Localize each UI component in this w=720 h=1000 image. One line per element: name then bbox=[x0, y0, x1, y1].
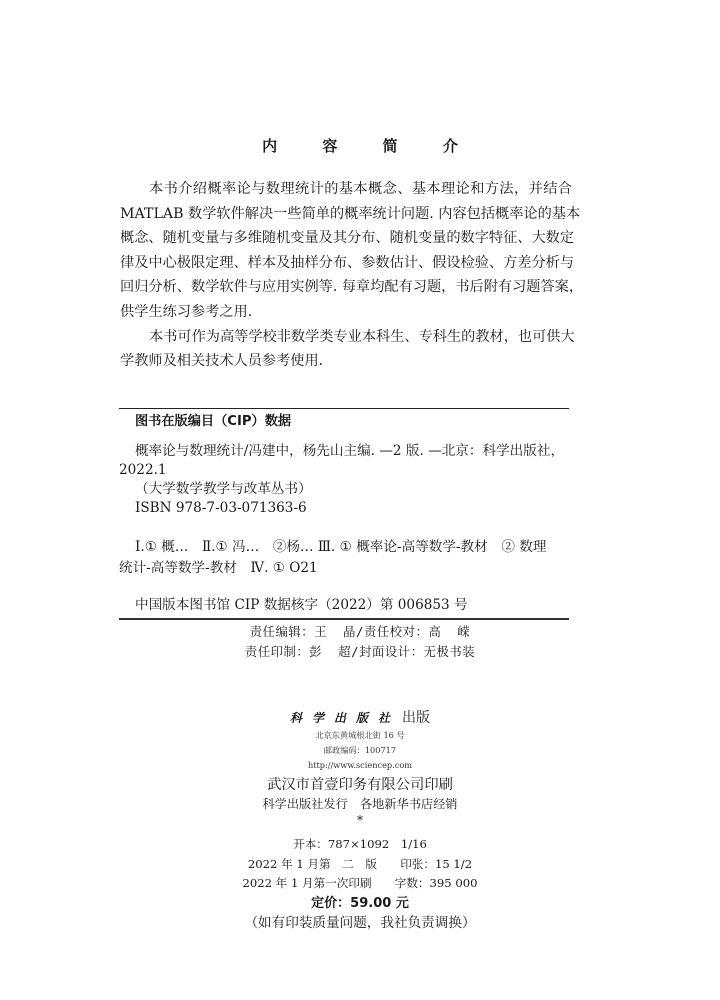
summary-line: 供学生练习参考之用. bbox=[120, 303, 253, 320]
spec-printing: 2022 年 1 月第一次印刷 字数：395 000 bbox=[242, 876, 478, 890]
separator-asterisk: * bbox=[357, 813, 363, 827]
cip-bottom-divider bbox=[119, 618, 569, 620]
summary-paragraph-2 bbox=[120, 325, 575, 350]
staff-line-editors: 责任编辑：王 晶/责任校对：高 嵘 bbox=[249, 625, 471, 639]
summary-line: 学教师及相关技术人员参考使用. bbox=[120, 353, 324, 370]
publisher-suffix: 出版 bbox=[402, 710, 430, 726]
publisher-address: 北京东黄城根北街 16 号 bbox=[315, 730, 405, 740]
summary-line: 回归分析、数学软件与应用实例等. 每章均配有习题，书后附有习题答案， bbox=[120, 279, 584, 296]
staff-line-production: 责任印制：彭 超/封面设计：无极书装 bbox=[244, 645, 476, 659]
publisher-line bbox=[0, 708, 720, 728]
staff-credits bbox=[0, 622, 720, 662]
cip-record bbox=[119, 442, 571, 518]
specifications bbox=[0, 835, 720, 894]
cip-date-line: 2022.1 bbox=[119, 462, 167, 478]
publisher-logo: 科学出版社 bbox=[289, 711, 400, 725]
cip-series: （大学数学教学与改革丛书） bbox=[135, 481, 312, 497]
cip-top-divider bbox=[119, 408, 569, 409]
summary-paragraph-1-cont bbox=[120, 202, 584, 325]
price: 定价：59.00 元 bbox=[311, 895, 409, 911]
cip-title-line: 概率论与数理统计/冯建中，杨先山主编. —2 版. —北京：科学出版社， bbox=[135, 443, 565, 459]
summary-section bbox=[120, 177, 584, 374]
summary-line: 本书介绍概率论与数理统计的基本概念、基本理论和方法，并结合 bbox=[149, 181, 572, 197]
cip-verification-number: 中国版本图书馆 CIP 数据核字（2022）第 006853 号 bbox=[135, 597, 468, 613]
summary-paragraph-2-cont bbox=[120, 349, 572, 374]
spec-format: 开本：787×1092 1/16 bbox=[293, 837, 427, 851]
summary-paragraph-1 bbox=[120, 177, 572, 202]
page-title: 内 容 简 介 bbox=[262, 137, 478, 155]
publisher-website: http://www.sciencep.com bbox=[307, 760, 413, 770]
publisher-postcode: 邮政编码：100717 bbox=[323, 745, 397, 755]
summary-line: 概念、随机变量与多维随机变量及其分布、随机变量的数字特征、大数定 bbox=[120, 230, 575, 247]
summary-line: 律及中心极限定理、样本及抽样分布、参数估计、假设检验、方差分析与 bbox=[120, 254, 575, 271]
cip-classification-line: Ⅰ.① 概… Ⅱ.① 冯… ②杨… Ⅲ. ① 概率论-高等数学-教材 ② 数理 bbox=[135, 539, 547, 555]
summary-line: 本书可作为高等学校非数学类专业本科生、专科生的教材，也可供大 bbox=[149, 328, 575, 345]
spec-edition: 2022 年 1 月第 二 版 印张：15 1/2 bbox=[247, 856, 473, 871]
cip-isbn: ISBN 978-7-03-071363-6 bbox=[135, 500, 307, 516]
distribution: 科学出版社发行 各地新华书店经销 bbox=[262, 797, 458, 811]
imprint-block bbox=[0, 708, 720, 933]
cip-classification bbox=[119, 537, 571, 579]
quality-notice: （如有印装质量问题，我社负责调换） bbox=[244, 914, 476, 931]
cip-heading: 图书在版编目（CIP）数据 bbox=[135, 414, 292, 429]
printer: 武汉市首壹印务有限公司印刷 bbox=[267, 777, 453, 793]
cip-classification-line: 统计-高等数学-教材 Ⅳ. ① O21 bbox=[119, 560, 318, 576]
summary-line: MATLAB 数学软件解决一些简单的概率统计问题. 内容包括概率论的基本 bbox=[120, 205, 581, 222]
